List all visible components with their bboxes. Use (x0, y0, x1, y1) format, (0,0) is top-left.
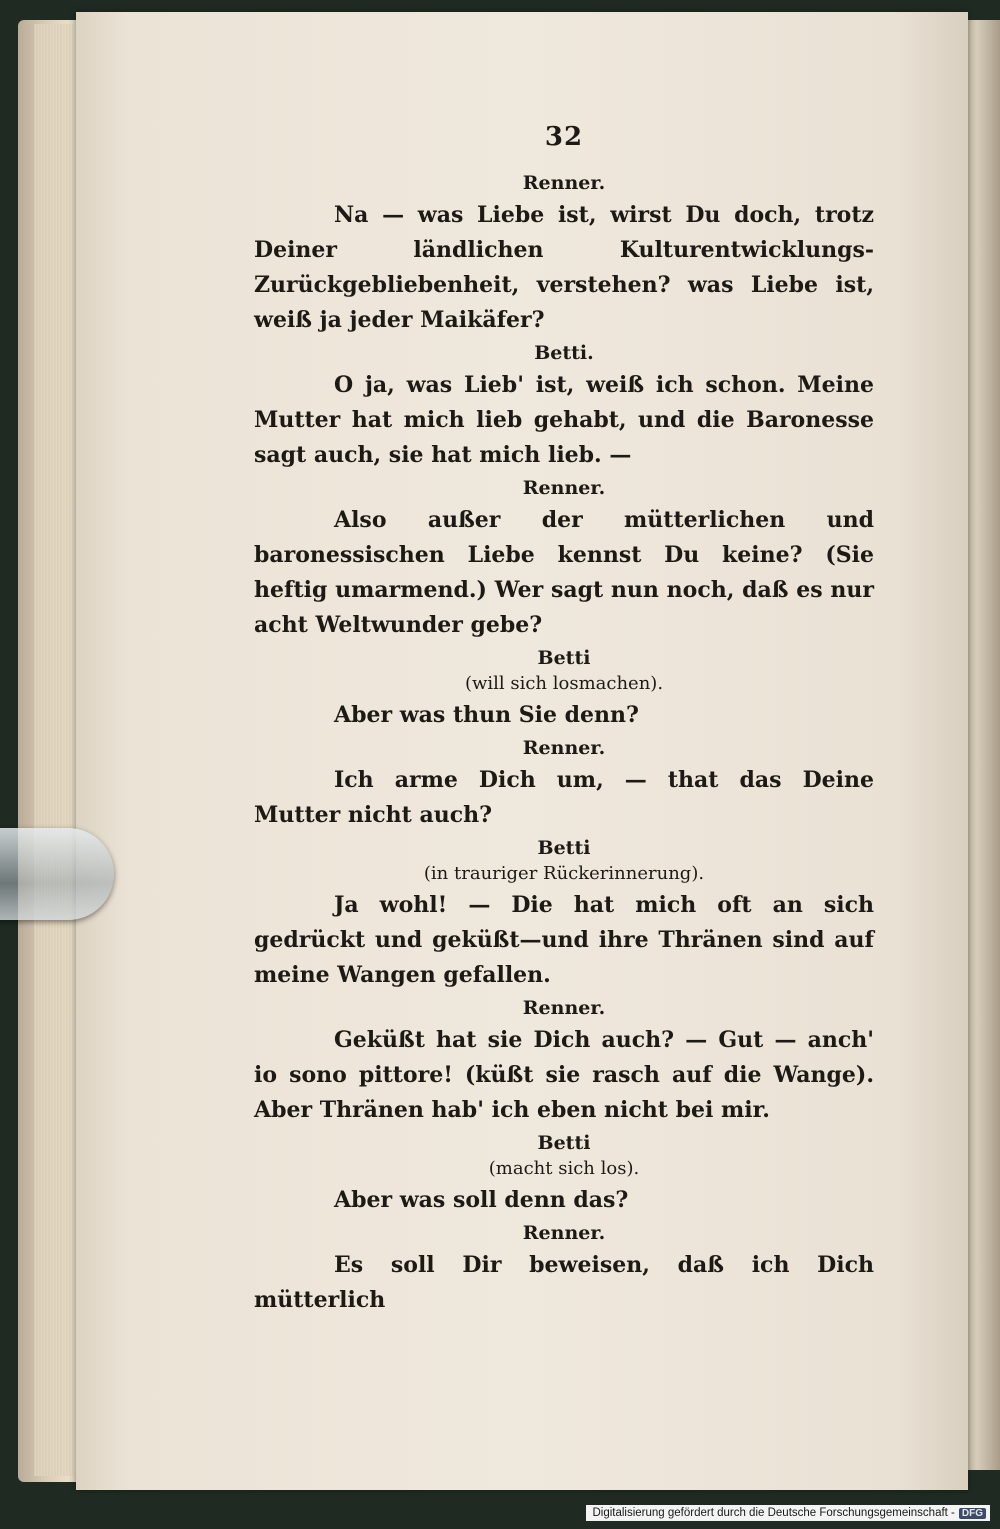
speaker-name: Renner. (522, 477, 606, 499)
page-text (254, 122, 874, 1322)
dialogue-paragraph: Aber was thun Sie denn? (334, 702, 639, 728)
text-blocks (254, 172, 874, 1318)
page-number: 32 (544, 122, 584, 152)
stage-direction: (in trauriger Rückerinnerung). (423, 863, 705, 884)
dialogue-paragraph: Es soll Dir beweisen, daß ich Dich mütterlich (254, 1252, 874, 1313)
page-clip (0, 828, 114, 920)
stage-direction: (macht sich los). (488, 1158, 640, 1179)
speaker-name: Betti. (534, 342, 594, 364)
funding-credit (586, 1505, 990, 1521)
page-stack (34, 24, 74, 1476)
dialogue-paragraph: Ich arme Dich um, — that das Deine Mutter nicht auch? (254, 767, 874, 828)
speaker-name: Renner. (522, 997, 606, 1019)
speaker-name: Betti (537, 837, 591, 859)
dialogue-paragraph: Aber was soll denn das? (334, 1187, 629, 1213)
speaker-name: Renner. (522, 172, 606, 194)
dialogue-paragraph: Ja wohl! — Die hat mich oft an sich gedrückt und geküßt—und ihre Thränen sind auf meine Wangen gefallen. (254, 892, 874, 988)
dialogue-paragraph: Geküßt hat sie Dich auch? — Gut — anch' io sono pittore! (küßt sie rasch auf die Wange). Aber Thränen hab' ich eben nicht bei mir. (254, 1027, 874, 1123)
dialogue-paragraph: Also außer der mütterlichen und baronessischen Liebe kennst Du keine? (Sie heftig umarmend.) Wer sagt nun noch, daß es nur acht Weltwunder gebe? (254, 507, 874, 638)
stage-direction: (will sich losmachen). (464, 673, 664, 694)
speaker-name: Renner. (522, 1222, 606, 1244)
dialogue-paragraph: Na — was Liebe ist, wirst Du doch, trotz Deiner ländlichen Kulturentwicklungs-Zurückgebliebenheit, verstehen? was Liebe ist, weiß ja jeder Maikäfer? (254, 202, 874, 333)
speaker-name: Betti (537, 1132, 591, 1154)
credit-text: Digitalisierung gefördert durch die Deutsche Forschungsgemeinschaft - (592, 1507, 955, 1519)
dialogue-paragraph: O ja, was Lieb' ist, weiß ich schon. Meine Mutter hat mich lieb gehabt, und die Baronesse sagt auch, sie hat mich lieb. — (254, 372, 874, 468)
speaker-name: Renner. (522, 737, 606, 759)
speaker-name: Betti (537, 647, 591, 669)
dfg-logo: DFG (959, 1508, 986, 1519)
